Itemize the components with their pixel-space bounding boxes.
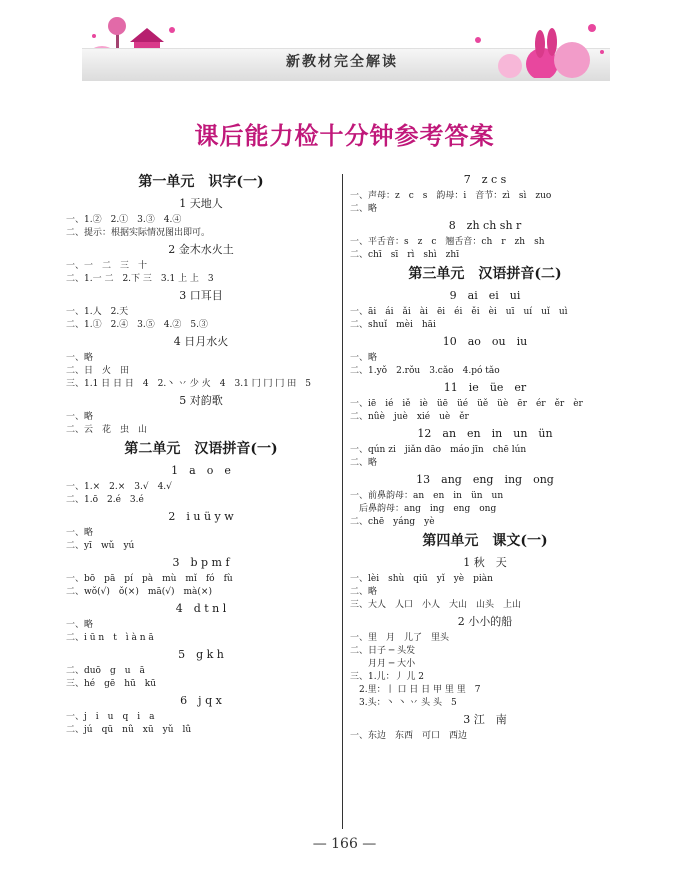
answer-line: 三、大人 人口 小人 大山 山头 上山 — [350, 600, 522, 610]
lesson-heading: 5 对韵歌 — [179, 394, 223, 407]
answer-line: 二、duō g u ā — [66, 666, 145, 676]
lesson-heading: 3 江 南 — [463, 713, 507, 726]
answer-line: 二、提示：根据实际情况图出即可。 — [66, 228, 211, 238]
answer-line: 一、iē ié iě iè üē üé üě üè ēr ér ěr èr — [350, 399, 583, 409]
page-header — [82, 12, 610, 78]
lesson-heading: 2 小小的船 — [457, 615, 513, 628]
answer-line: 一、略 — [66, 353, 94, 363]
answer-line: 三、1.儿：丿 儿 2 — [350, 672, 425, 682]
lesson-heading: 4 d t n l — [175, 602, 227, 615]
lesson-heading: 1 秋 天 — [463, 556, 507, 569]
answer-line: 一、东边 东西 可口 西边 — [350, 731, 468, 741]
answer-line: 三、hé gē hū kū — [66, 679, 157, 689]
unit-heading: 第四单元 课文(一) — [422, 533, 548, 549]
answer-line: 一、qún zi jiǎn dāo máo jīn chē lún — [350, 445, 527, 455]
column-divider — [342, 174, 343, 829]
left-column — [66, 170, 336, 737]
answer-line: 一、平舌音：s z c 翘舌音：ch r zh sh — [350, 237, 545, 247]
bunny-illustration — [442, 12, 610, 78]
answer-line: 二、i ū n t ì à n ā — [66, 633, 154, 643]
lesson-heading: 2 i u ü y w — [168, 510, 234, 523]
answer-line: 二、1.ō 2.é 3.é — [66, 495, 144, 505]
page-title: 课后能力检十分钟参考答案 — [194, 121, 495, 150]
answer-line: 一、里 月 儿了 里头 — [350, 633, 450, 643]
lesson-heading: 11 ie üe er — [443, 381, 527, 394]
lesson-heading: 4 日月水火 — [173, 335, 229, 348]
answer-line: 二、云 花 虫 山 — [66, 425, 148, 435]
answer-line: 月月 ─ 大小 — [350, 659, 416, 669]
answer-line: 一、前鼻韵母：an en in ün un — [350, 491, 504, 501]
answer-line: 一、略 — [66, 620, 94, 630]
lesson-heading: 5 g k h — [178, 648, 224, 661]
lesson-heading: 3 b p m f — [172, 556, 230, 569]
answer-line: 二、chī sī rì shì zhī — [350, 250, 460, 260]
answer-line: 一、1.人 2.天 — [66, 307, 129, 317]
lesson-heading: 1 天地人 — [179, 197, 223, 210]
answer-line: 二、略 — [350, 458, 378, 468]
answer-line: 一、略 — [66, 528, 94, 538]
answer-line: 一、略 — [66, 412, 94, 422]
answer-line: 二、nǚè juè xié uè ěr — [350, 412, 469, 422]
right-column — [350, 170, 620, 743]
answer-line: 一、声母：z c s 韵母：i 音节：zì sì zuo — [350, 191, 552, 201]
answer-line: 一、j i u q i a — [66, 712, 155, 722]
lesson-heading: 2 金木水火土 — [168, 243, 234, 256]
answer-line: 一、1.② 2.① 3.③ 4.④ — [66, 215, 182, 225]
answer-line: 2.里：丨 口 日 日 甲 里 里 7 — [350, 685, 481, 695]
lesson-heading: 7 z c s — [463, 173, 507, 186]
unit-heading: 第二单元 汉语拼音(一) — [124, 441, 278, 457]
lesson-heading: 10 ao ou iu — [442, 335, 528, 348]
answer-line: 二、略 — [350, 204, 378, 214]
unit-heading: 第一单元 识字(一) — [138, 174, 264, 190]
answer-line: 二、shuǐ mèi hāi — [350, 320, 436, 330]
answer-line: 二、1.① 2.④ 3.⑤ 4.② 5.③ — [66, 320, 208, 330]
answer-line: 二、日子 ─ 头发 — [350, 646, 416, 656]
answer-line: 3.头：丶 丶 丷 头 头 5 — [350, 698, 457, 708]
unit-heading: 第三单元 汉语拼音(二) — [408, 266, 562, 282]
lesson-heading: 12 an en in un ün — [417, 427, 553, 440]
answer-line: 一、略 — [350, 353, 378, 363]
answer-line: 三、1.1 日 日 日 4 2.丶 丷 少 火 4 3.1 冂 冂 冂 田 5 — [66, 379, 312, 389]
lesson-heading: 1 a o e — [171, 464, 231, 477]
answer-line: 二、wǒ(√) ǒ(×) mā(√) mà(×) — [66, 587, 212, 597]
answer-line: 一、lèi shù qiū yǐ yè piàn — [350, 574, 493, 584]
answer-line: 一、一 二 三 十 — [66, 261, 148, 271]
answer-line: 一、bō pā pí pà mù mǐ fó fù — [66, 574, 233, 584]
lesson-heading: 9 ai ei ui — [449, 289, 521, 302]
answer-line: 二、yī wǔ yú — [66, 541, 135, 551]
answer-line: 后鼻韵母：ang ing eng ong — [350, 504, 497, 514]
answer-line: 一、1.× 2.× 3.√ 4.√ — [66, 482, 172, 492]
lesson-heading: 6 j q x — [180, 694, 222, 707]
answer-line: 二、chē yáng yè — [350, 517, 435, 527]
lesson-heading: 3 口耳目 — [179, 289, 223, 302]
header-title: 新教材完全解读 — [286, 54, 398, 70]
answer-line: 一、āi ái ǎi ài ēi éi ěi èi uī uí uǐ uì — [350, 307, 568, 317]
answer-line: 二、1.一 二 2.下 三 3.1 上 上 3 — [66, 274, 214, 284]
answer-line: 二、日 火 田 — [66, 366, 130, 376]
answer-line: 二、略 — [350, 587, 378, 597]
page-number: — 166 — — [312, 836, 377, 852]
answer-line: 二、jú qū nǚ xū yǔ lǚ — [66, 725, 192, 735]
lesson-heading: 13 ang eng ing ong — [416, 473, 554, 486]
answer-line: 二、1.yǒ 2.rǒu 3.cǎo 4.pó tǎo — [350, 366, 500, 376]
lesson-heading: 8 zh ch sh r — [448, 219, 522, 232]
